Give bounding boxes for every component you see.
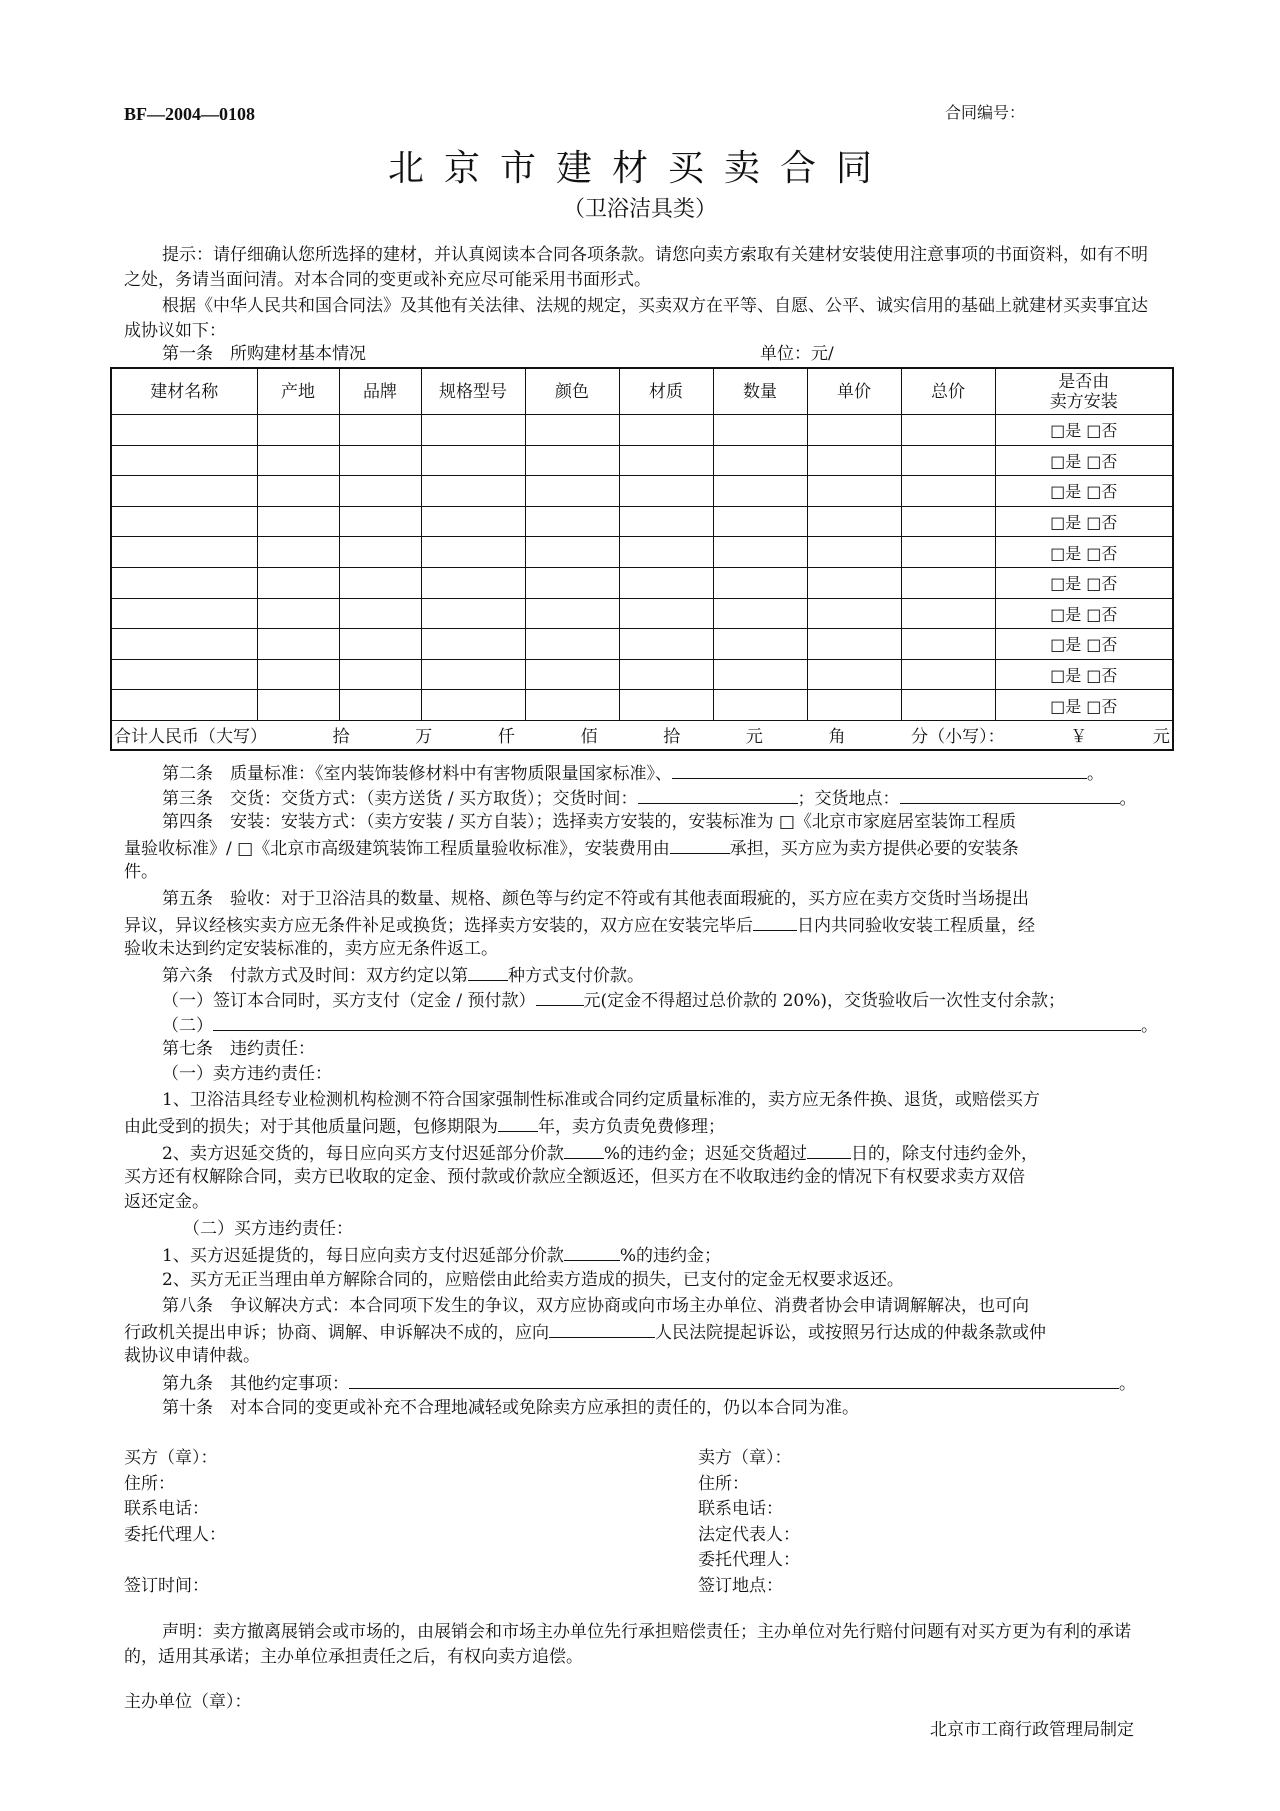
table-cell[interactable]	[111, 506, 257, 537]
table-cell[interactable]	[111, 629, 257, 660]
buyer-liability-heading: （二）买方违约责任：	[183, 1219, 353, 1239]
table-cell[interactable]	[421, 476, 525, 507]
seller-liability-2a: 2、卖方迟延交货的，每日应向买方支付迟延部分价款 %的违约金；迟延交货超过 日的，除支付违约金外，	[162, 1140, 1038, 1167]
article10: 第十条 对本合同的变更或补充不合理地减轻或免除卖方应承担的责任的，仍以本合同为准。	[162, 1398, 859, 1418]
seller-liability-heading: （一）卖方违约责任：	[162, 1064, 332, 1084]
tip-paragraph: 提示：请仔细确认您所选择的建材，并认真阅读本合同各项条款。请您向卖方索取有关建材安装使用注意事项的书面资料，如有不明之处，务请当面问清。对本合同的变更或补充应尽可能采用书面形式。	[124, 245, 1148, 290]
seller-liability-2b: 买方还有权解除合同，卖方已收取的定金、预付款或价款应全额返还，但买方在不收取违约金的情况下有权要求卖方双倍	[124, 1167, 1025, 1187]
total-amount-unit: 角	[828, 727, 846, 748]
table-cell[interactable]	[713, 567, 807, 598]
table-row	[111, 506, 1173, 537]
table-cell[interactable]	[421, 415, 525, 446]
article4-line3: 件。	[124, 862, 158, 882]
table-cell[interactable]	[619, 506, 713, 537]
table-cell[interactable]	[525, 598, 619, 629]
table-cell[interactable]	[257, 659, 339, 690]
table-cell[interactable]	[807, 506, 901, 537]
table-cell[interactable]	[901, 415, 995, 446]
table-cell[interactable]	[807, 537, 901, 568]
table-cell[interactable]	[901, 506, 995, 537]
table-cell[interactable]	[339, 567, 421, 598]
column-header: 产地	[257, 368, 339, 415]
table-cell[interactable]	[807, 415, 901, 446]
table-cell[interactable]	[619, 415, 713, 446]
table-cell[interactable]	[713, 690, 807, 721]
buyer-seal-label: 买方（章）：	[124, 1448, 218, 1468]
table-header-row	[111, 368, 1173, 415]
install-choice-checkboxes[interactable]: □是 □否	[995, 690, 1173, 721]
table-row	[111, 598, 1173, 629]
host-unit-label: 主办单位（章）：	[124, 1692, 252, 1712]
total-amount-unit: 万	[415, 727, 433, 748]
buyer-liability-2: 2、买方无正当理由单方解除合同的，应赔偿由此给卖方造成的损失，已支付的定金无权要求返还。	[162, 1270, 904, 1290]
total-amount-unit: 仟	[497, 727, 515, 748]
column-header: 数量	[713, 368, 807, 415]
article5-line1: 第五条 验收：对于卫浴洁具的数量、规格、颜色等与约定不符或有其他表面瑕疵的，买方应在卖方交货时当场提出	[162, 889, 1029, 909]
article8-line1: 第八条 争议解决方式：本合同项下发生的争议，双方应协商或向市场主办单位、消费者协会申请调解解决，也可向	[162, 1296, 1029, 1316]
table-cell[interactable]	[339, 537, 421, 568]
table-cell[interactable]	[339, 659, 421, 690]
column-header: 颜色	[525, 368, 619, 415]
table-cell[interactable]	[339, 415, 421, 446]
table-cell[interactable]	[257, 598, 339, 629]
total-amount-unit: 元	[1152, 727, 1170, 748]
article6-option2: （二） 。	[162, 1012, 1158, 1039]
seller-phone-label: 联系电话：	[698, 1499, 783, 1519]
unit-label: 单位：元/	[760, 344, 834, 364]
install-choice-checkboxes[interactable]: □是 □否	[995, 537, 1173, 568]
column-header: 品牌	[339, 368, 421, 415]
table-cell[interactable]	[901, 445, 995, 476]
table-cell[interactable]	[807, 598, 901, 629]
table-cell[interactable]	[339, 506, 421, 537]
table-cell[interactable]	[111, 415, 257, 446]
table-cell[interactable]	[339, 690, 421, 721]
table-cell[interactable]	[619, 445, 713, 476]
total-amount-unit: 拾	[663, 727, 681, 748]
table-cell[interactable]	[257, 690, 339, 721]
table-cell[interactable]	[713, 506, 807, 537]
table-row	[111, 415, 1173, 446]
table-cell[interactable]	[421, 690, 525, 721]
article5-line3: 验收未达到约定安装标准的，卖方应无条件返工。	[124, 939, 498, 959]
table-cell[interactable]	[713, 659, 807, 690]
seller-liability-2c: 返还定金。	[124, 1192, 209, 1212]
install-choice-checkboxes[interactable]: □是 □否	[995, 598, 1173, 629]
table-cell[interactable]	[713, 445, 807, 476]
table-cell[interactable]	[807, 567, 901, 598]
seller-liability-1a: 1、卫浴洁具经专业检测机构检测不符合国家强制性标准或合同约定质量标准的，卖方应无条件换、退货，或赔偿买方	[162, 1090, 1040, 1110]
article8-line3: 裁协议申请仲裁。	[124, 1346, 260, 1366]
table-cell[interactable]	[339, 629, 421, 660]
seller-agent-label: 委托代理人：	[698, 1550, 800, 1570]
table-cell[interactable]	[901, 629, 995, 660]
column-header: 建材名称	[111, 368, 257, 415]
table-cell[interactable]	[713, 537, 807, 568]
table-cell[interactable]	[111, 537, 257, 568]
table-cell[interactable]	[713, 598, 807, 629]
seller-seal-label: 卖方（章）：	[698, 1448, 792, 1468]
table-cell[interactable]	[807, 445, 901, 476]
table-row	[111, 537, 1173, 568]
total-amount-unit: 佰	[580, 727, 598, 748]
table-cell[interactable]	[901, 567, 995, 598]
total-amount-unit: ￥	[1070, 727, 1088, 748]
buyer-agent-label: 委托代理人：	[124, 1524, 226, 1545]
column-header: 材质	[619, 368, 713, 415]
column-header: 是否由 卖方安装	[995, 368, 1173, 415]
contract-number-label: 合同编号：	[945, 103, 1026, 122]
signing-time-label: 签订时间：	[124, 1575, 209, 1596]
buyer-liability-1: 1、买方迟延提货的，每日应向卖方支付迟延部分价款 %的违约金；	[162, 1242, 721, 1269]
column-header: 总价	[901, 368, 995, 415]
table-cell[interactable]	[111, 598, 257, 629]
table-cell[interactable]	[525, 629, 619, 660]
total-amount-row	[111, 720, 1173, 750]
table-cell[interactable]	[619, 476, 713, 507]
table-cell[interactable]	[111, 476, 257, 507]
article1-label: 第一条 所购建材基本情况	[162, 344, 366, 364]
table-cell[interactable]	[421, 629, 525, 660]
table-row	[111, 659, 1173, 690]
table-cell[interactable]	[257, 445, 339, 476]
article6-option1: （一）签订本合同时，买方支付（定金 / 预付款） 元(定金不得超过总价款的 20%)，交货验收后一次性支付余款；	[162, 987, 1065, 1014]
total-amount-unit: 元	[745, 727, 763, 748]
table-cell[interactable]	[525, 445, 619, 476]
article5-line2: 异议，异议经核实卖方应无条件补足或换货；选择卖方安装的，双方应在安装完毕后 日内共同验收安装工程质量，经	[124, 912, 1035, 939]
install-choice-checkboxes[interactable]: □是 □否	[995, 415, 1173, 446]
table-cell[interactable]	[619, 629, 713, 660]
table-cell[interactable]	[339, 476, 421, 507]
basis-paragraph: 根据《中华人民共和国合同法》及其他有关法律、法规的规定，买卖双方在平等、自愿、公平、诚实信用的基础上就建材买卖事宜达成协议如下：	[124, 296, 1148, 341]
column-header: 单价	[807, 368, 901, 415]
table-cell[interactable]	[525, 537, 619, 568]
table-row	[111, 445, 1173, 476]
table-row	[111, 690, 1173, 721]
table-cell[interactable]	[111, 690, 257, 721]
table-cell[interactable]	[619, 659, 713, 690]
table-cell[interactable]	[339, 445, 421, 476]
table-cell[interactable]	[257, 537, 339, 568]
table-cell[interactable]	[619, 567, 713, 598]
table-cell[interactable]	[619, 690, 713, 721]
article8-line2: 行政机关提出申诉；协商、调解、申诉解决不成的，应向 人民法院提起诉讼，或按照另行达成的仲裁条款或仲	[124, 1319, 1046, 1346]
table-cell[interactable]	[111, 659, 257, 690]
article6: 第六条 付款方式及时间：双方约定以第 种方式支付价款。	[162, 962, 644, 989]
table-cell[interactable]	[421, 445, 525, 476]
table-cell[interactable]	[619, 537, 713, 568]
table-cell[interactable]	[421, 506, 525, 537]
table-cell[interactable]	[807, 629, 901, 660]
table-cell[interactable]	[525, 690, 619, 721]
article7: 第七条 违约责任：	[162, 1039, 315, 1059]
install-choice-checkboxes[interactable]: □是 □否	[995, 506, 1173, 537]
article4-line1: 第四条 安装：安装方式：（卖方安装 / 买方自装）；选择卖方安装的，安装标准为 □《北京市家庭居室装饰工程质	[162, 812, 1016, 832]
table-cell[interactable]	[525, 659, 619, 690]
table-cell[interactable]	[525, 476, 619, 507]
table-cell[interactable]	[901, 659, 995, 690]
install-choice-checkboxes[interactable]: □是 □否	[995, 567, 1173, 598]
install-choice-checkboxes[interactable]: □是 □否	[995, 629, 1173, 660]
table-cell[interactable]	[901, 476, 995, 507]
table-cell[interactable]	[257, 476, 339, 507]
table-cell[interactable]	[111, 567, 257, 598]
table-cell[interactable]	[257, 567, 339, 598]
table-cell[interactable]	[807, 659, 901, 690]
table-cell[interactable]	[111, 445, 257, 476]
table-cell[interactable]	[257, 415, 339, 446]
buyer-signature-block	[124, 1446, 226, 1599]
total-amount-label: 合计人民币（大写）	[114, 727, 267, 748]
statement-paragraph: 声明：卖方撤离展销会或市场的，由展销会和市场主办单位先行承担赔偿责任；主办单位对先行赔付问题有对买方更为有利的承诺的，适用其承诺；主办单位承担责任之后，有权向卖方追偿。	[124, 1622, 1131, 1667]
signing-place-label: 签订地点：	[698, 1575, 783, 1596]
table-cell[interactable]	[421, 659, 525, 690]
goods-table	[110, 367, 1174, 751]
seller-address-label: 住所：	[698, 1473, 749, 1494]
seller-liability-1b: 由此受到的损失；对于其他质量问题，包修期限为 年，卖方负责免费修理；	[124, 1113, 725, 1140]
footer-issuer: 北京市工商行政管理局制定	[930, 1720, 1134, 1740]
buyer-phone-label: 联系电话：	[124, 1499, 209, 1519]
table-cell[interactable]	[257, 629, 339, 660]
table-cell[interactable]	[713, 629, 807, 660]
table-row	[111, 629, 1173, 660]
article3: 第三条 交货：交货方式：（卖方送货 / 买方取货）；交货时间： ；交货地点： 。	[162, 785, 1137, 812]
table-cell[interactable]	[901, 690, 995, 721]
table-cell[interactable]	[807, 690, 901, 721]
total-amount-unit: 拾	[332, 727, 350, 748]
article2: 第二条 质量标准：《室内装饰装修材料中有害物质限量国家标准》、 。	[162, 760, 1104, 787]
table-cell[interactable]	[421, 567, 525, 598]
seller-legal-rep-label: 法定代表人：	[698, 1524, 800, 1545]
table-cell[interactable]	[713, 476, 807, 507]
table-cell[interactable]	[713, 415, 807, 446]
form-code: BF—2004—0108	[124, 104, 256, 124]
table-cell[interactable]	[421, 537, 525, 568]
page-subtitle: （卫浴洁具类）	[562, 197, 717, 222]
table-cell[interactable]	[525, 415, 619, 446]
total-amount-unit: 分（小写）：	[911, 727, 1005, 748]
install-choice-checkboxes[interactable]: □是 □否	[995, 445, 1173, 476]
table-cell[interactable]	[901, 537, 995, 568]
seller-signature-block	[698, 1446, 800, 1599]
table-cell[interactable]	[525, 567, 619, 598]
install-choice-checkboxes[interactable]: □是 □否	[995, 659, 1173, 690]
buyer-address-label: 住所：	[124, 1473, 175, 1494]
table-cell[interactable]	[421, 598, 525, 629]
table-row	[111, 476, 1173, 507]
table-cell[interactable]	[807, 476, 901, 507]
page-title: 北京市建材买卖合同	[387, 148, 892, 189]
table-cell[interactable]	[901, 598, 995, 629]
install-choice-checkboxes[interactable]: □是 □否	[995, 476, 1173, 507]
table-cell[interactable]	[619, 598, 713, 629]
column-header: 规格型号	[421, 368, 525, 415]
table-row	[111, 567, 1173, 598]
article4-line2: 量验收标准》/ □《北京市高级建筑装饰工程质量验收标准》，安装费用由 承担，买方应为卖方提供必要的安装条	[124, 835, 1019, 862]
table-cell[interactable]	[339, 598, 421, 629]
table-cell[interactable]	[525, 506, 619, 537]
article9: 第九条 其他约定事项： 。	[162, 1370, 1136, 1397]
table-cell[interactable]	[257, 506, 339, 537]
